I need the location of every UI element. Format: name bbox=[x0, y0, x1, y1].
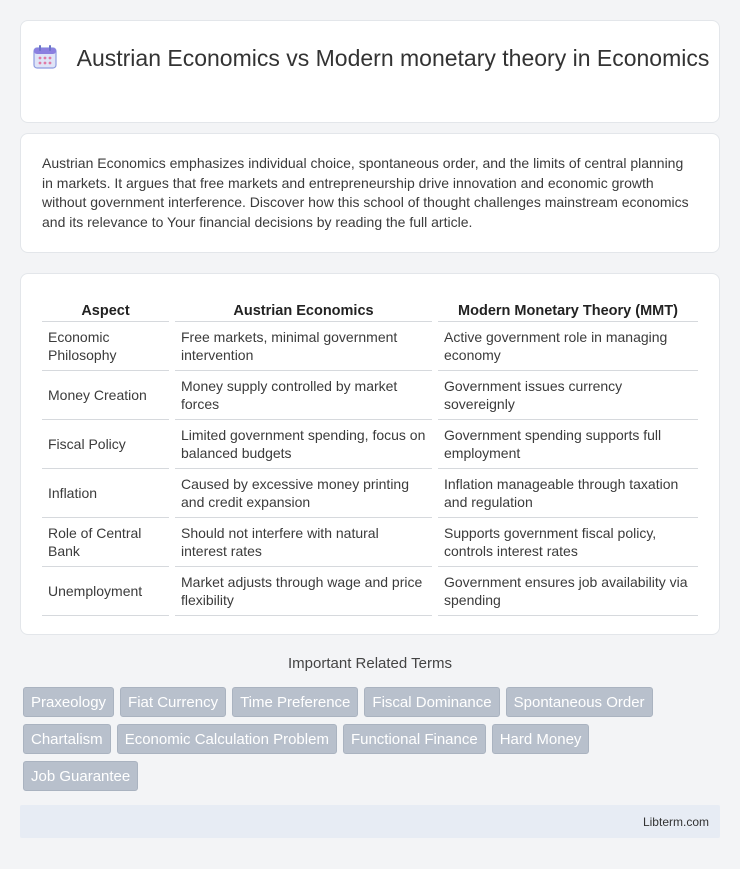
table-header-row bbox=[42, 296, 698, 322]
footer-site-link[interactable]: Libterm.com bbox=[642, 815, 709, 829]
cell-aspect: Inflation bbox=[42, 469, 169, 518]
cell-austrian: Limited government spending, focus on balanced budgets bbox=[175, 420, 432, 469]
page-title-wrap bbox=[21, 43, 719, 73]
cell-aspect: Role of Central Bank bbox=[42, 518, 169, 567]
cell-aspect: Fiscal Policy bbox=[42, 420, 169, 469]
cell-austrian: Should not interfere with natural interest rates bbox=[175, 518, 432, 567]
tag-fiscal-dominance[interactable]: Fiscal Dominance bbox=[364, 687, 499, 717]
tag-functional-finance[interactable]: Functional Finance bbox=[343, 724, 486, 754]
calendar-icon bbox=[31, 43, 59, 71]
cell-austrian: Caused by excessive money printing and credit expansion bbox=[175, 469, 432, 518]
tag-economic-calculation-problem[interactable]: Economic Calculation Problem bbox=[117, 724, 337, 754]
cell-aspect: Money Creation bbox=[42, 371, 169, 420]
tag-praxeology[interactable]: Praxeology bbox=[23, 687, 114, 717]
title-card bbox=[20, 20, 720, 123]
tag-fiat-currency[interactable]: Fiat Currency bbox=[120, 687, 226, 717]
cell-austrian: Free markets, minimal government intervention bbox=[175, 322, 432, 371]
table-row bbox=[42, 567, 698, 616]
footer bbox=[20, 805, 720, 838]
cell-mmt: Supports government fiscal policy, controls interest rates bbox=[438, 518, 698, 567]
intro-paragraph: Austrian Economics emphasizes individual choice, spontaneous order, and the limits of central planning in markets. It argues that free markets and entrepreneurship drive innovation and economic growth without government interference. Discover how this school of thought challenges mainstream economics and its relevance to Your financial decisions by reading the full article. bbox=[42, 155, 689, 230]
cell-aspect: Economic Philosophy bbox=[42, 322, 169, 371]
tag-hard-money[interactable]: Hard Money bbox=[492, 724, 590, 754]
cell-mmt: Government ensures job availability via spending bbox=[438, 567, 698, 616]
comparison-table-card bbox=[20, 273, 720, 635]
tag-time-preference[interactable]: Time Preference bbox=[232, 687, 358, 717]
table-row bbox=[42, 322, 698, 371]
cell-aspect: Unemployment bbox=[42, 567, 169, 616]
table-row bbox=[42, 469, 698, 518]
header-aspect: Aspect bbox=[42, 296, 169, 322]
table-row bbox=[42, 371, 698, 420]
related-terms-heading: Important Related Terms bbox=[288, 655, 452, 672]
cell-austrian: Market adjusts through wage and price flexibility bbox=[175, 567, 432, 616]
header-austrian: Austrian Economics bbox=[175, 296, 432, 322]
tag-chartalism[interactable]: Chartalism bbox=[23, 724, 111, 754]
table-row bbox=[42, 518, 698, 567]
intro-card bbox=[20, 133, 720, 253]
comparison-table bbox=[36, 296, 704, 616]
cell-austrian: Money supply controlled by market forces bbox=[175, 371, 432, 420]
cell-mmt: Inflation manageable through taxation and regulation bbox=[438, 469, 698, 518]
page-title: Austrian Economics vs Modern monetary theory in Economics bbox=[76, 45, 710, 71]
header-mmt: Modern Monetary Theory (MMT) bbox=[438, 296, 698, 322]
cell-mmt: Government spending supports full employment bbox=[438, 420, 698, 469]
table-row bbox=[42, 420, 698, 469]
tag-job-guarantee[interactable]: Job Guarantee bbox=[23, 761, 138, 791]
cell-mmt: Government issues currency sovereignly bbox=[438, 371, 698, 420]
tag-spontaneous-order[interactable]: Spontaneous Order bbox=[506, 687, 653, 717]
related-terms-list bbox=[23, 687, 703, 791]
cell-mmt: Active government role in managing economy bbox=[438, 322, 698, 371]
